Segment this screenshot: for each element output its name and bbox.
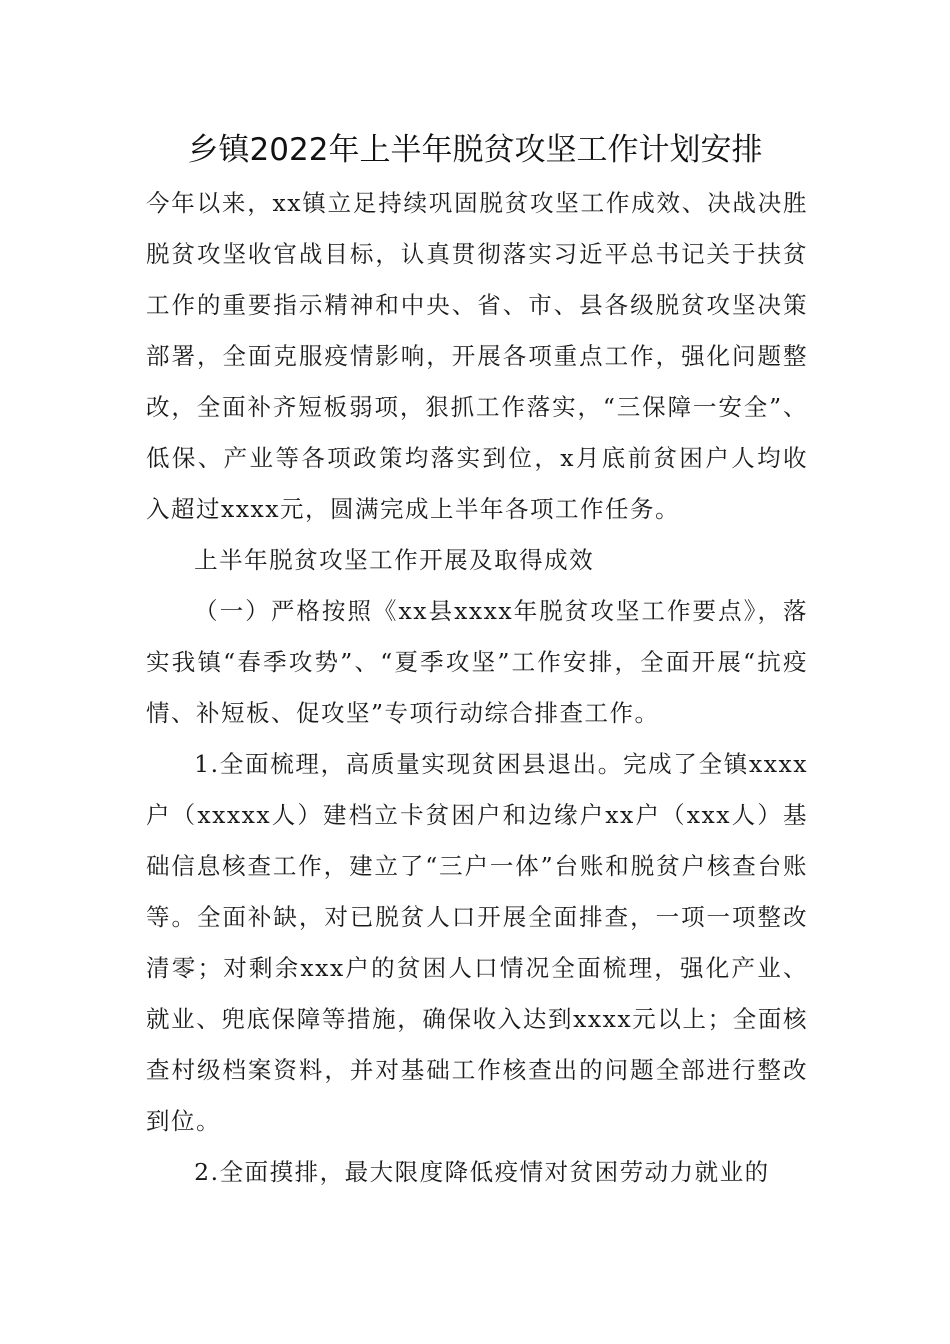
paragraph-item-2: 2.全面摸排，最大限度降低疫情对贫困劳动力就业的 [194,1158,770,1186]
document-title: 乡镇2022年上半年脱贫攻坚工作计划安排 [187,132,763,168]
paragraph-item-1: 1.全面梳理，高质量实现贫困县退出。完成了全镇xxxx户（xxxxx人）建档立卡贫困户和边缘户xx户（xxx人）基础信息核查工作，建立了“三户一体”台账和脱贫户核查台账等。全面补缺，对已脱贫人口开展全面排查，一项一项整改清零；对剩余xxx户的贫困人口情况全面梳理，强化产业、就业、兜底保障等措施，确保收入达到xxxx元以上；全面核查村级档案资料，并对基础工作核查出的问题全部进行整改到位。 [146,750,808,1135]
section-heading: 上半年脱贫攻坚工作开展及取得成效 [194,546,595,574]
paragraph-intro: 今年以来，xx镇立足持续巩固脱贫攻坚工作成效、决战决胜脱贫攻坚收官战目标，认真贯彻落实习近平总书记关于扶贫工作的重要指示精神和中央、省、市、县各级脱贫攻坚决策部署，全面克服疫情影响，开展各项重点工作，强化问题整改，全面补齐短板弱项，狠抓工作落实，“三保障一安全”、低保、产业等各项政策均落实到位，x月底前贫困户人均收入超过xxxx元，圆满完成上半年各项工作任务。 [146,189,808,523]
document-body [146,178,808,1198]
paragraph-section-1: （一）严格按照《xx县xxxx年脱贫攻坚工作要点》，落实我镇“春季攻势”、“夏季攻坚”工作安排，全面开展“抗疫情、补短板、促攻坚”专项行动综合排查工作。 [146,597,808,727]
